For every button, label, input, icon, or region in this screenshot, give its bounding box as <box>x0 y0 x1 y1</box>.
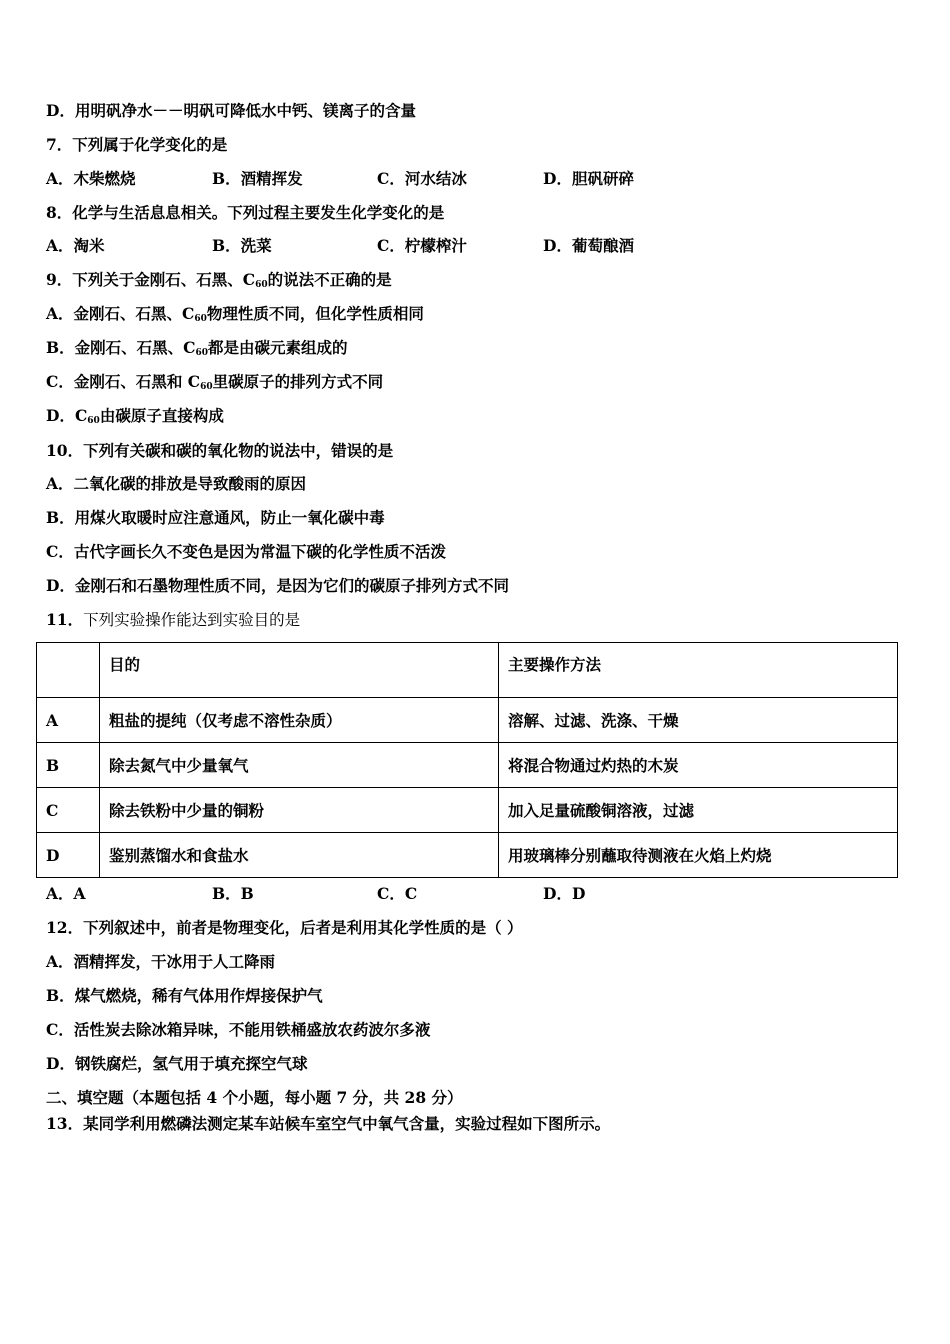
table-row <box>37 743 898 788</box>
q9-stem: 9．下列关于金刚石、石黑、$C_{60}$的说法不正确的是 <box>46 270 392 290</box>
table-cell-purpose: 除去氮气中少量氧气 <box>100 743 499 788</box>
table-cell-label: C <box>37 788 100 833</box>
table-row <box>37 698 898 743</box>
q12-stem: 12．下列叙述中，前者是物理变化，后者是利用其化学性质的是（ ） <box>46 918 523 937</box>
table-header-blank <box>37 643 100 698</box>
q10-option-d: D．金刚石和石墨物理性质不同，是因为它们的碳原子排列方式不同 <box>46 576 509 595</box>
table-row <box>37 788 898 833</box>
q12-option-a: A．酒精挥发，干冰用于人工降雨 <box>46 952 276 971</box>
table-cell-purpose: 除去铁粉中少量的铜粉 <box>100 788 499 833</box>
table-cell-method: 加入足量硫酸铜溶液，过滤 <box>499 788 898 833</box>
q12-option-d: D．钢铁腐烂，氢气用于填充探空气球 <box>46 1054 308 1073</box>
q11-stem: 11．下列实验操作能达到实验目的是 <box>46 610 301 629</box>
table-cell-method: 用玻璃棒分别蘸取待测液在火焰上灼烧 <box>499 833 898 878</box>
q9-option-b: B．金刚石、石黑、$C_{60}$都是由碳元素组成的 <box>46 338 348 358</box>
q9-option-d: D．$C_{60}$由碳原子直接构成 <box>46 406 224 426</box>
q8-option-d: D．葡萄酿酒 <box>543 236 634 255</box>
q13-stem: 13．某同学利用燃磷法测定某车站候车室空气中氧气含量，实验过程如下图所示。 <box>46 1114 611 1133</box>
table-cell-purpose: 粗盐的提纯（仅考虑不溶性杂质） <box>100 698 499 743</box>
q7-option-d: D．胆矾研碎 <box>543 169 634 188</box>
q6-option-d: D．用明矾净水－－明矾可降低水中钙、镁离子的含量 <box>46 101 416 120</box>
q8-option-c: C．柠檬榨汁 <box>377 236 467 255</box>
table-header-row <box>37 643 898 698</box>
table-cell-method: 溶解、过滤、洗涤、干燥 <box>499 698 898 743</box>
q8-stem: 8．化学与生活息息相关。下列过程主要发生化学变化的是 <box>46 203 445 222</box>
q7-option-b: B．酒精挥发 <box>212 169 303 188</box>
q10-stem: 10．下列有关碳和碳的氧化物的说法中，错误的是 <box>46 441 394 460</box>
q12-option-c: C．活性炭去除冰箱异味，不能用铁桶盛放农药波尔多液 <box>46 1020 431 1039</box>
q11-table <box>36 642 898 878</box>
q10-option-c: C．古代字画长久不变色是因为常温下碳的化学性质不活泼 <box>46 542 446 561</box>
q7-options <box>46 169 806 189</box>
q11-option-d: D．D <box>543 884 586 903</box>
q10-option-a: A．二氧化碳的排放是导致酸雨的原因 <box>46 474 307 493</box>
table-cell-label: D <box>37 833 100 878</box>
q9-option-a: A．金刚石、石黑、$C_{60}$物理性质不同，但化学性质相同 <box>46 304 424 324</box>
q11-option-b: B．B <box>212 884 254 903</box>
q11-options <box>46 884 806 904</box>
table-cell-label: A <box>37 698 100 743</box>
q8-options <box>46 236 806 256</box>
table-row <box>37 833 898 878</box>
table-cell-label: B <box>37 743 100 788</box>
q9-option-c: C．金刚石、石黑和 $C_{60}$里碳原子的排列方式不同 <box>46 372 384 392</box>
table-header-purpose: 目的 <box>100 643 499 698</box>
q11-option-a: A．A <box>46 884 86 903</box>
q10-option-b: B．用煤火取暖时应注意通风，防止一氧化碳中毒 <box>46 508 385 527</box>
q7-option-a: A．木柴燃烧 <box>46 169 136 188</box>
q7-option-c: C．河水结冰 <box>377 169 467 188</box>
q12-option-b: B．煤气燃烧，稀有气体用作焊接保护气 <box>46 986 323 1005</box>
table-cell-method: 将混合物通过灼热的木炭 <box>499 743 898 788</box>
table-cell-purpose: 鉴别蒸馏水和食盐水 <box>100 833 499 878</box>
q7-stem: 7．下列属于化学变化的是 <box>46 135 228 154</box>
q8-option-a: A．淘米 <box>46 236 105 255</box>
table-header-method: 主要操作方法 <box>499 643 898 698</box>
q11-option-c: C．C <box>377 884 418 903</box>
section-title: 二、填空题（本题包括 4 个小题，每小题 7 分，共 28 分） <box>46 1088 463 1107</box>
q8-option-b: B．洗菜 <box>212 236 272 255</box>
